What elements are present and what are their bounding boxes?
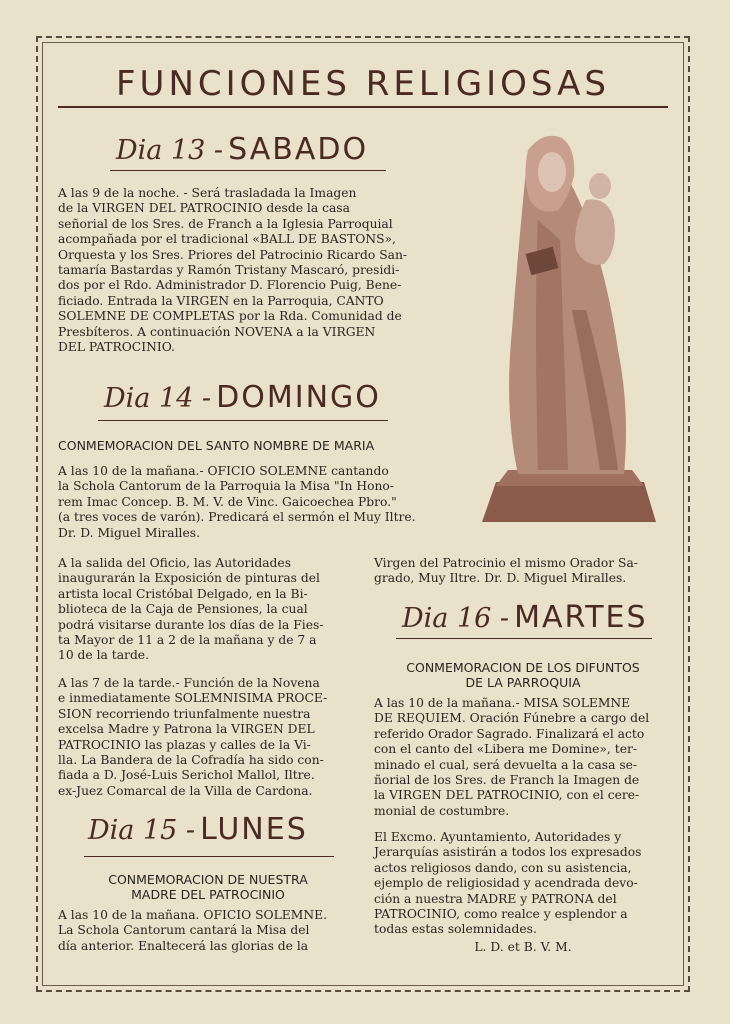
domingo-rule <box>98 420 388 421</box>
text-line: Dr. D. Miguel Miralles. <box>58 525 200 540</box>
lunes-continued-text <box>374 556 672 587</box>
domingo-paragraph-3 <box>58 676 358 799</box>
text-line: 10 de la tarde. <box>58 648 149 663</box>
heading-domingo-date: Dia 14 - <box>104 383 212 414</box>
heading-domingo <box>104 380 381 416</box>
text-line: Jerarquías asistirán a todos los expresados <box>374 845 642 860</box>
text-line: la VIRGEN DEL PATROCINIO, con el cere- <box>374 788 640 803</box>
heading-lunes-weekday: LUNES <box>200 812 308 847</box>
text-line: (a tres voces de varón). Predicará el sermón el Muy Iltre. <box>58 510 416 525</box>
text-line: de la VIRGEN DEL PATROCINIO desde la casa <box>58 201 350 216</box>
sabado-rule <box>110 170 386 171</box>
text-line: fiada a D. José-Luis Serichol Mallol, Iltre. <box>58 768 315 783</box>
text-line: A la salida del Oficio, las Autoridades <box>58 556 291 570</box>
statue-base <box>482 482 656 522</box>
text-line: con el canto del «Libera me Domine», ter- <box>374 742 638 757</box>
text-line: excelsa Madre y Patrona la VIRGEN DEL <box>58 722 315 737</box>
text-line: Virgen del Patrocinio el mismo Orador Sa- <box>374 556 638 570</box>
text-line: PATROCINIO las plazas y calles de la Vi- <box>58 737 311 752</box>
text-line: todas estas solemnidades. <box>374 922 537 937</box>
child-head <box>589 173 611 199</box>
lunes-text <box>58 908 358 954</box>
text-line: lla. La Bandera de la Cofradía ha sido con- <box>58 753 324 768</box>
text-line: dos por el Rdo. Administrador D. Florencio Puig, Bene- <box>58 278 402 293</box>
heading-lunes-date: Dia 15 - <box>88 815 196 846</box>
text-line: CONMEMORACION DE LOS DIFUNTOS <box>406 660 640 675</box>
lunes-subtitle <box>58 872 358 902</box>
text-line: referido Orador Sagrado. Finalizará el acto <box>374 726 645 741</box>
page-title: FUNCIONES RELIGIOSAS <box>116 64 610 104</box>
virgin-statue-image <box>468 130 666 530</box>
text-line: e inmediatamente SOLEMNISIMA PROCE- <box>58 691 328 706</box>
text-line: ta Mayor de 11 a 2 de la mañana y de 7 a <box>58 633 317 648</box>
martes-subtitle <box>374 660 672 690</box>
text-line: ñorial de los Sres. de Franch la Imagen de <box>374 773 640 788</box>
text-line: artista local Cristóbal Delgado, en la Bi- <box>58 586 308 601</box>
domingo-subtitle: CONMEMORACION DEL SANTO NOMBRE DE MARIA <box>58 438 375 453</box>
heading-martes-date: Dia 16 - <box>402 603 510 634</box>
text-line: grado, Muy Iltre. Dr. D. Miguel Miralles. <box>374 571 627 586</box>
text-line: rem Imac Concep. B. M. V. de Vinc. Gaicoechea Pbro." <box>58 494 397 509</box>
text-line: ex-Juez Comarcal de la Villa de Cardona. <box>58 783 313 798</box>
text-line: la Schola Cantorum de la Parroquia la Misa "In Hono- <box>58 479 394 494</box>
text-line: A las 9 de la noche. - Será trasladada la Imagen <box>58 186 357 200</box>
text-line: A las 10 de la mañana.- OFICIO SOLEMNE cantando <box>58 464 389 478</box>
text-line: ejemplo de religiosidad y acendrada devo- <box>374 876 638 891</box>
domingo-paragraph-2 <box>58 556 358 664</box>
text-line: DE LA PARROQUIA <box>465 675 581 690</box>
text-line: blioteca de la Caja de Pensiones, la cual <box>58 602 308 617</box>
closing-signature: L. D. et B. V. M. <box>474 940 572 954</box>
text-line: minado el cual, será devuelta a la casa se- <box>374 757 638 772</box>
text-line: MADRE DEL PATROCINIO <box>131 887 285 902</box>
heading-sabado-weekday: SABADO <box>228 132 369 167</box>
text-line: Presbíteros. A continuación NOVENA a la VIRGEN <box>58 324 376 339</box>
text-line: SION recorriendo triunfalmente nuestra <box>58 706 311 721</box>
text-line: La Schola Cantorum cantará la Misa del <box>58 923 310 938</box>
text-line: DEL PATROCINIO. <box>58 340 175 355</box>
text-line: CONMEMORACION DE NUESTRA <box>108 872 308 887</box>
text-line: Orquesta y los Sres. Priores del Patrocinio Ricardo San- <box>58 247 408 262</box>
martes-paragraph-1 <box>374 696 672 819</box>
heading-sabado <box>116 132 368 168</box>
text-line: tamaría Bastardas y Ramón Tristany Mascaró, presidi- <box>58 263 400 278</box>
text-line: inaugurarán la Exposición de pinturas del <box>58 571 320 586</box>
text-line: ficiado. Entrada la VIRGEN en la Parroquia, CANTO <box>58 293 384 308</box>
sabado-text <box>58 186 438 355</box>
martes-rule <box>396 638 652 639</box>
text-line: podrá visitarse durante los días de la Fies- <box>58 617 324 632</box>
text-line: A las 7 de la tarde.- Función de la Novena <box>58 676 320 690</box>
text-line: A las 10 de la mañana.- MISA SOLEMNE <box>374 696 631 710</box>
text-line: El Excmo. Ayuntamiento, Autoridades y <box>374 830 622 844</box>
heading-martes <box>402 600 648 636</box>
heading-sabado-date: Dia 13 - <box>116 135 224 166</box>
text-line: ción a nuestra MADRE y PATRONA del <box>374 891 617 906</box>
heading-lunes <box>88 812 308 848</box>
text-line: acompañada por el tradicional «BALL DE BASTONS», <box>58 232 396 247</box>
statue-face <box>538 152 566 192</box>
heading-martes-weekday: MARTES <box>514 600 648 635</box>
text-line: A las 10 de la mañana. OFICIO SOLEMNE. <box>58 908 327 922</box>
text-line: monial de costumbre. <box>374 803 510 818</box>
title-rule <box>58 106 668 108</box>
text-line: DE REQUIEM. Oración Fúnebre a cargo del <box>374 711 650 726</box>
text-line: día anterior. Enaltecerá las glorias de la <box>58 938 309 953</box>
text-line: señorial de los Sres. de Franch a la Iglesia Parroquial <box>58 216 393 231</box>
text-line: PATROCINIO, como realce y esplendor a <box>374 907 628 922</box>
heading-domingo-weekday: DOMINGO <box>216 380 381 415</box>
lunes-rule <box>84 856 334 857</box>
text-line: actos religiosos dando, con su asistencia, <box>374 860 632 875</box>
text-line: SOLEMNE DE COMPLETAS por la Rda. Comunidad de <box>58 309 402 324</box>
martes-paragraph-2 <box>374 830 672 938</box>
domingo-paragraph-1 <box>58 464 458 541</box>
